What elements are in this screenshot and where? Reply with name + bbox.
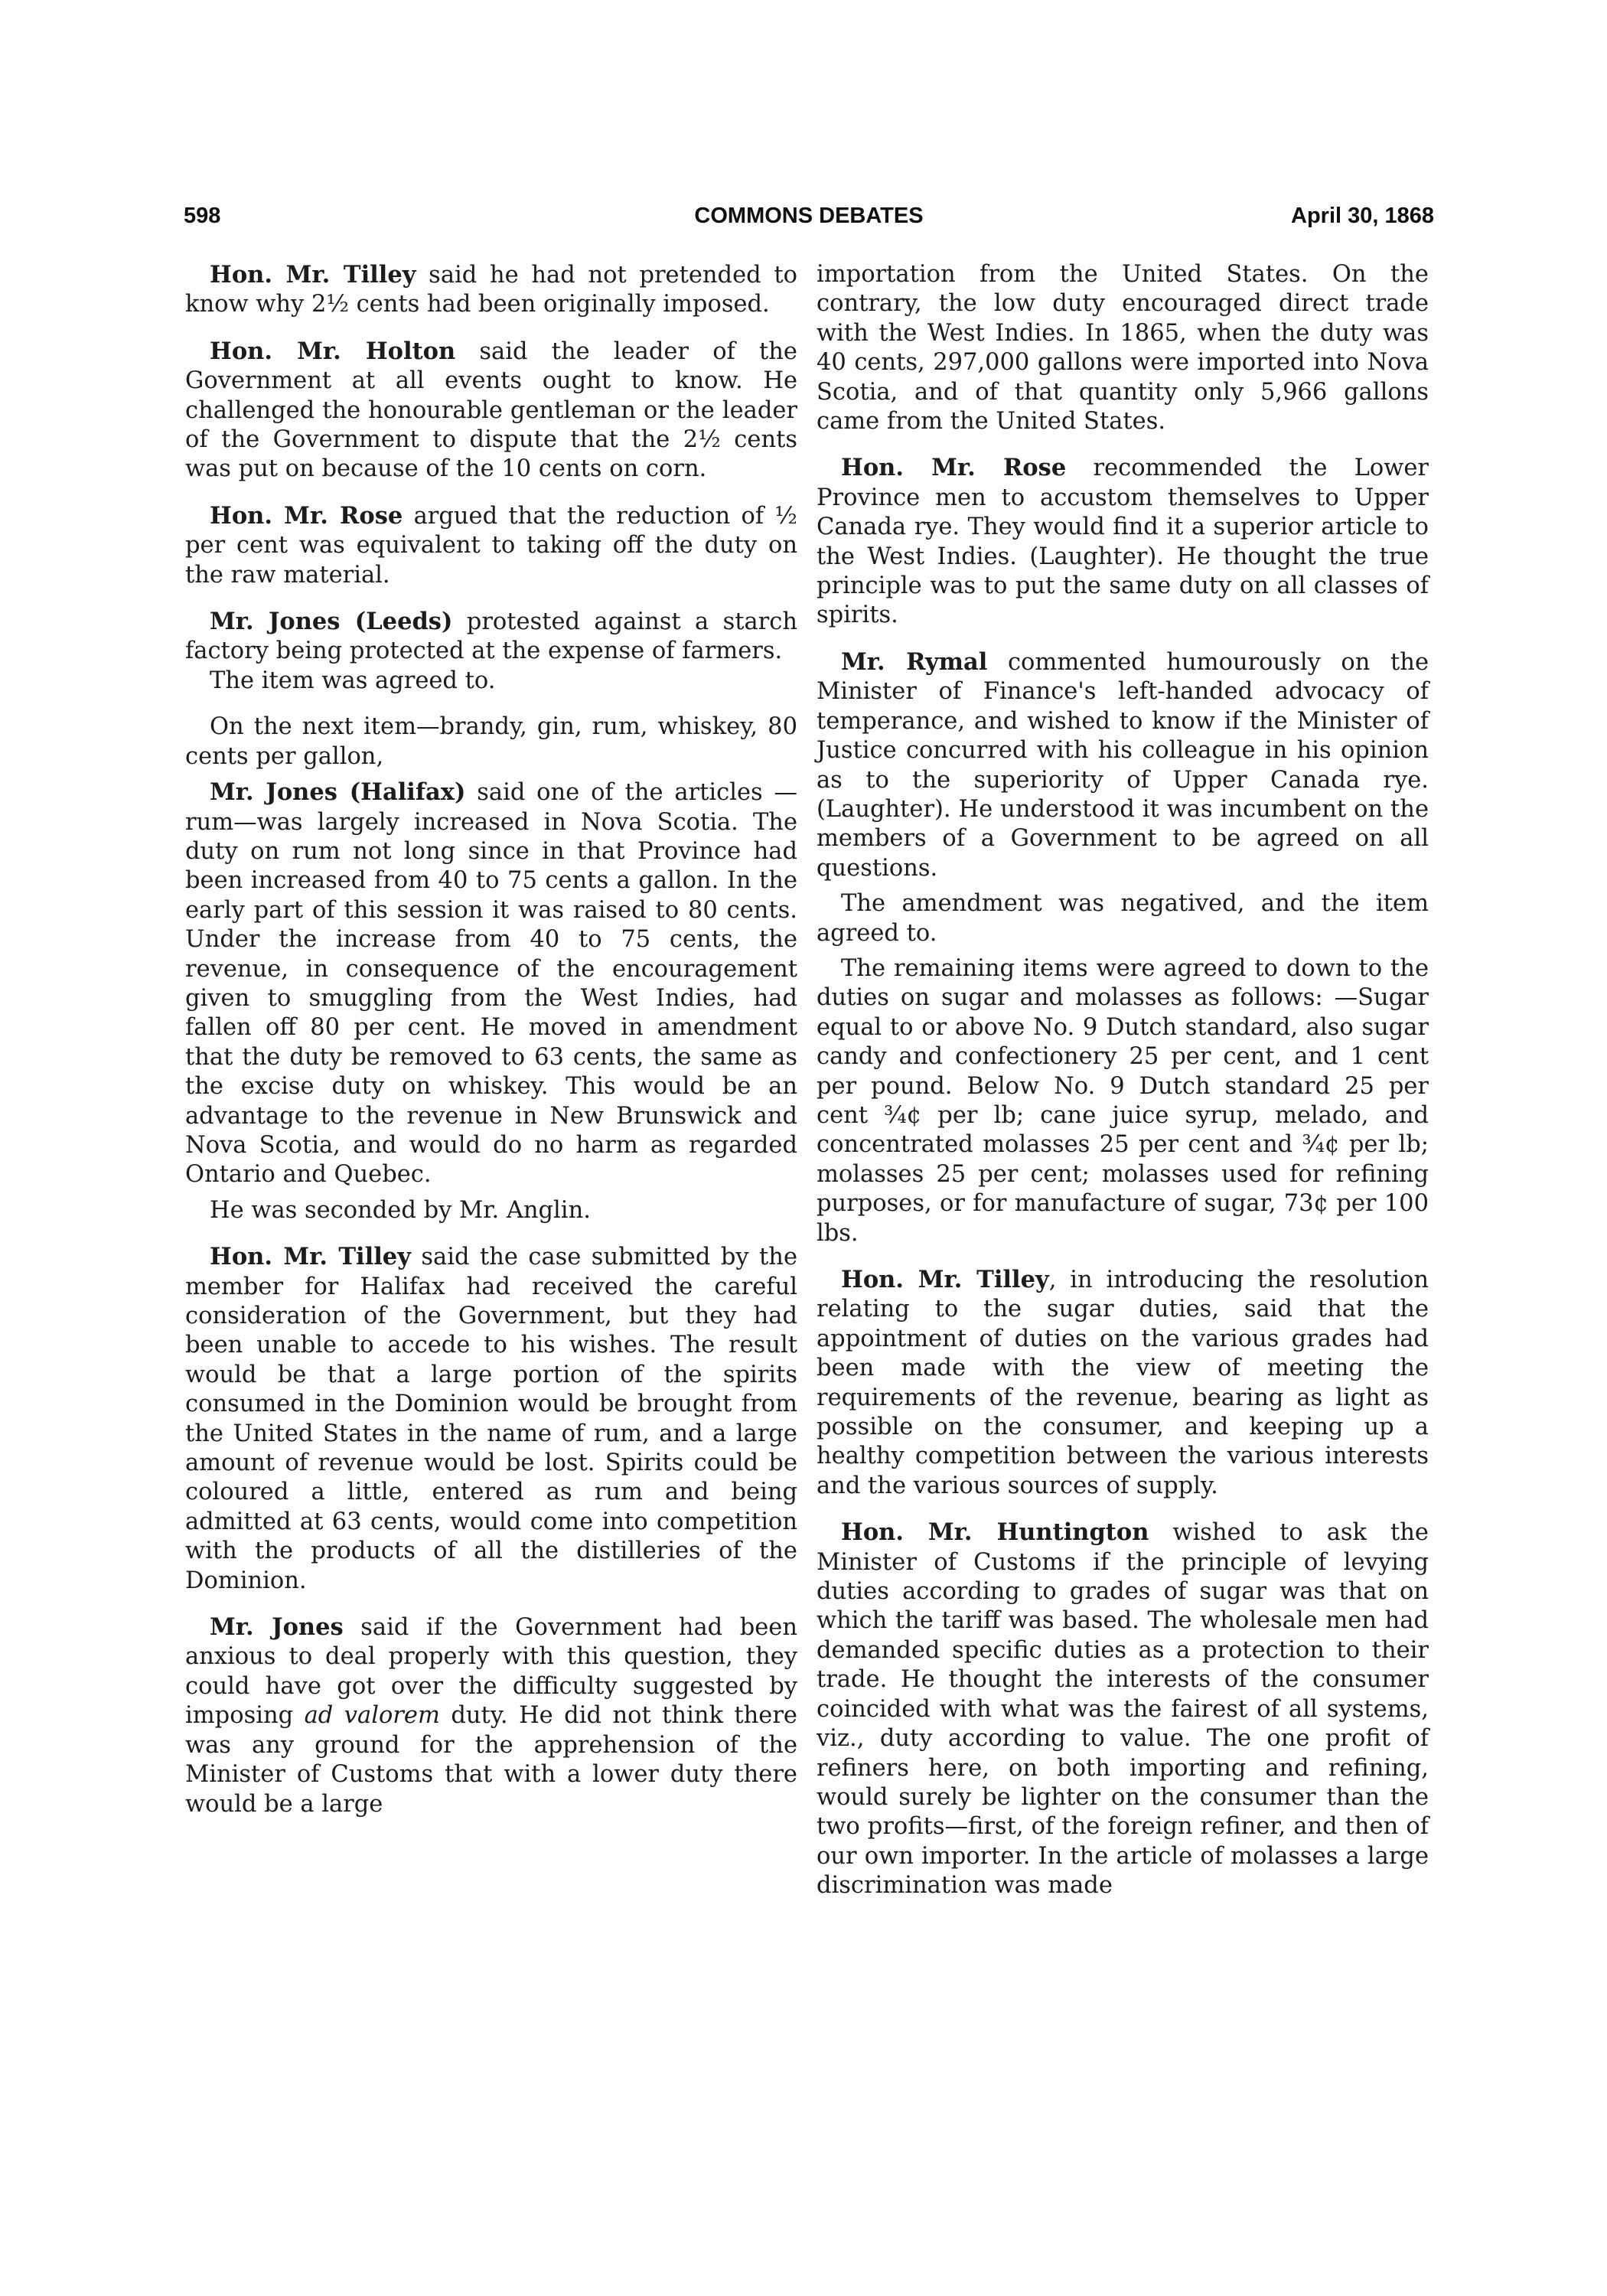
paragraph [185,337,797,484]
paragraph [817,889,1429,948]
paragraph-text: The remaining items were agreed to down to the duties on sugar and molasses as follows: —Sugar equal to or above No. 9 Dutch standard, also sugar candy and confectionery 25 per cent, and 1 cent per pound. Below No. 9 Dutch standard 25 per cent ¾¢ per lb; cane juice syrup, melado, and concentrated molasses 25 per cent and ¾¢ per lb; molasses 25 per cent; molasses used for refining purposes, or for manufacture of sugar, 73¢ per 100 lbs. [817,954,1429,1247]
paragraph-text: said one of the articles —rum—was largely increased in Nova Scotia. The duty on rum not long since in that Province had been increased from 40 to 75 cents a gallon. In the early part of this session it was raised to 80 cents. Under the increase from 40 to 75 cents, the revenue, in consequence of the encouragement given to smuggling from the West Indies, had fallen off 80 per cent. He moved in amendment that the duty be removed to 63 cents, the same as the excise duty on whiskey. This would be an advantage to the revenue in New Brunswick and Nova Scotia, and would do no harm as regarded Ontario and Quebec. [185,779,798,1189]
paragraph [185,501,797,590]
paragraph-text: , in introducing the resolution relating to the sugar duties, said that the appointment of duties on the various grades had been made with the view of meeting the requirements of the revenue, bearing as light as possible on the consumer, and keeping up a healthy competition between the various interests and the various sources of supply. [817,1267,1429,1499]
paragraph [817,1265,1429,1501]
paragraph [185,260,797,320]
paragraph [817,647,1429,883]
paragraph-text: importation from the United States. On the contrary, the low duty encouraged direct trade with the West Indies. In 1865, when the duty was 40 cents, 297,000 gallons were imported into Nova Scotia, and of that quantity only 5,966 gallons came from the United States. [817,261,1429,435]
paragraph-text: said the leader of the Government at all events ought to know. He challenged the honourable gentleman or the leader of the Government to dispute that the 2½ cents was put on because of the 10 cents on corn. [185,338,797,483]
paragraph-text: protested against a starch factory being protected at the expense of farmers. [185,608,797,665]
speaker-name: Hon. Mr. Huntington [841,1518,1149,1547]
speaker-name: Mr. Jones (Halifax) [210,778,466,807]
speaker-name: Mr. Jones [210,1613,344,1642]
paragraph [817,1518,1429,1900]
paragraph [185,1242,797,1596]
publication-title: COMMONS DEBATES [694,204,924,228]
paragraph-text: wished to ask the Minister of Customs if the principle of levying duties according to grades of sugar was that on which the tariff was based. The wholesale men had demanded specific duties as a protection to their trade. He thought the interests of the consumer coincided with what was the fairest of all systems, viz., duty according to value. The one profit of refiners here, on both importing and refining, would surely be lighter on the consumer than the two profits—first, of the foreign refiner, and then of our own importer. In the article of molasses a large discrimination was made [817,1519,1429,1900]
paragraph-text: said the case submitted by the member for Halifax had received the careful consideration of the Government, but they had been unable to accede to his wishes. The result would be that a large portion of the spirits consumed in the Dominion would be brought from the United States in the name of rum, and a large amount of revenue would be lost. Spirits could be coloured a little, entered as rum and being admitted at 63 cents, would come into competition with the products of all the distilleries of the Dominion. [185,1244,797,1594]
running-head [184,204,1434,234]
issue-date: April 30, 1868 [1291,204,1434,228]
paragraph [185,607,797,667]
paragraph-text: The amendment was negatived, and the item agreed to. [817,890,1429,947]
paragraph [185,1613,797,1819]
paragraph [185,667,797,696]
paragraph [185,1196,797,1225]
paragraph-text: The item was agreed to. [210,667,496,694]
paragraph [817,954,1429,1248]
paragraph-text: recommended the Lower Province men to accustom themselves to Upper Canada rye. They would find it a superior article to the West Indies. (Laughter). He thought the true principle was to put the same duty on all classes of spirits. [817,455,1429,629]
paragraph-text: argued that the reduction of ½ per cent was equivalent to taking off the duty on the raw material. [185,502,797,589]
paragraph [185,778,797,1190]
right-column [817,260,1429,1901]
speaker-name: Hon. Mr. Rose [841,454,1067,482]
paragraph [817,260,1429,436]
paragraph [817,453,1429,630]
italic-term: ad valorem [304,1702,440,1730]
speaker-name: Hon. Mr. Tilley [210,1243,411,1271]
speaker-name: Hon. Mr. Rose [210,501,403,530]
paragraph-text: He was seconded by Mr. Anglin. [210,1196,591,1224]
speaker-name: Hon. Mr. Holton [210,337,456,365]
paragraph-text: commented humourously on the Minister of Finance's left-handed advocacy of temperance, and wished to know if the Minister of Justice concurred with his colleague in his opinion as to the superiority of Upper Canada rye. (Laughter). He understood it was incumbent on the members of a Government to be agreed on all questions. [817,648,1429,882]
speaker-name: Mr. Rymal [841,647,988,676]
paragraph-text: duty. He did not think there was any ground for the apprehension of the Minister of Customs that with a lower duty there would be a large [185,1702,797,1818]
paragraph-text: On the next item—brandy, gin, rum, whiskey, 80 cents per gallon, [185,713,797,770]
paragraph [185,713,797,771]
speaker-name: Mr. Jones (Leeds) [210,608,453,636]
paragraph-text: said if the Government had been anxious to deal properly with this question, they could have got over the difficulty suggested by imposing [185,1614,798,1730]
left-column [185,260,797,1819]
speaker-name: Hon. Mr. Tilley [210,261,416,289]
speaker-name: Hon. Mr. Tilley [841,1266,1049,1293]
page-number: 598 [184,204,221,228]
paragraph-text: said he had not pretended to know why 2½ cents had been originally imposed. [185,262,797,318]
